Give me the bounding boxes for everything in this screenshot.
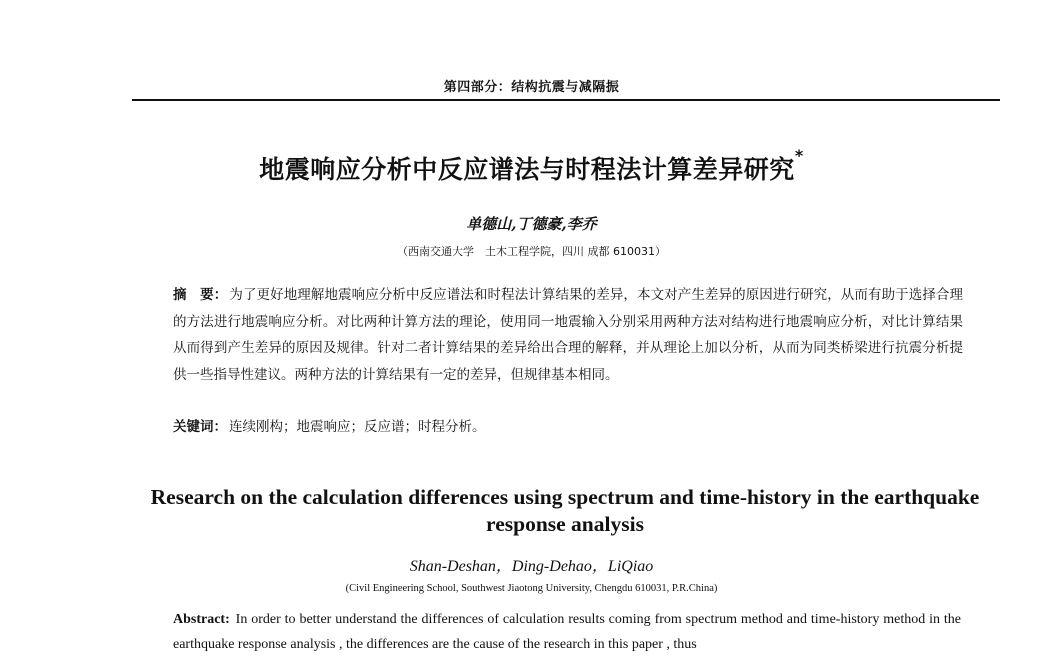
title-footnote-mark: *: [794, 146, 804, 165]
title-cn-text: 地震响应分析中反应谱法与时程法计算差异研究: [259, 155, 795, 184]
keywords-cn-text: 连续刚构；地震响应；反应谱；时程分析。: [229, 419, 486, 435]
abstract-en: [173, 607, 961, 657]
affiliation-en: (Civil Engineering School, Southwest Jiaotong University, Chengdu 610031, P.R.China): [345, 583, 718, 594]
abstract-cn: [173, 282, 963, 388]
abstract-cn-label: 摘 要：: [173, 287, 228, 303]
abstract-en-label: Abstract:: [173, 612, 230, 627]
authors-cn: 单德山,丁德豪,李乔: [466, 215, 597, 233]
authors-en: Shan-Deshan，Ding-Dehao，LiQiao: [409, 558, 654, 575]
paper-title-cn: [0, 146, 1063, 186]
running-header: 第四部分：结构抗震与减隔振: [443, 80, 620, 95]
keywords-cn-label: 关键词：: [173, 419, 227, 435]
affiliation-cn: （西南交通大学 土木工程学院，四川 成都 610031）: [397, 245, 666, 258]
keywords-cn: [173, 415, 963, 435]
header-rule: [132, 99, 1000, 101]
paper-title-en: Research on the calculation differences using spectrum and time-history in the earthquake response analysis: [150, 485, 980, 536]
abstract-en-text: In order to better understand the differences of calculation results coming from spectrum method and time-history method in the earthquake response analysis , the differences are the cause of the research in this paper , thus: [173, 612, 962, 652]
abstract-cn-text: 为了更好地理解地震响应分析中反应谱法和时程法计算结果的差异，本文对产生差异的原因进行研究，从而有助于选择合理的方法进行地震响应分析。对比两种计算方法的理论，使用同一地震输入分别采用两种方法对结构进行地震响应分析，对比计算结果从而得到产生差异的原因及规律。针对二者计算结果的差异给出合理的解释，并从理论上加以分析，从而为同类桥梁进行抗震分析提供一些指导性建议。两种方法的计算结果有一定的差异，但规律基本相同。: [173, 287, 964, 383]
